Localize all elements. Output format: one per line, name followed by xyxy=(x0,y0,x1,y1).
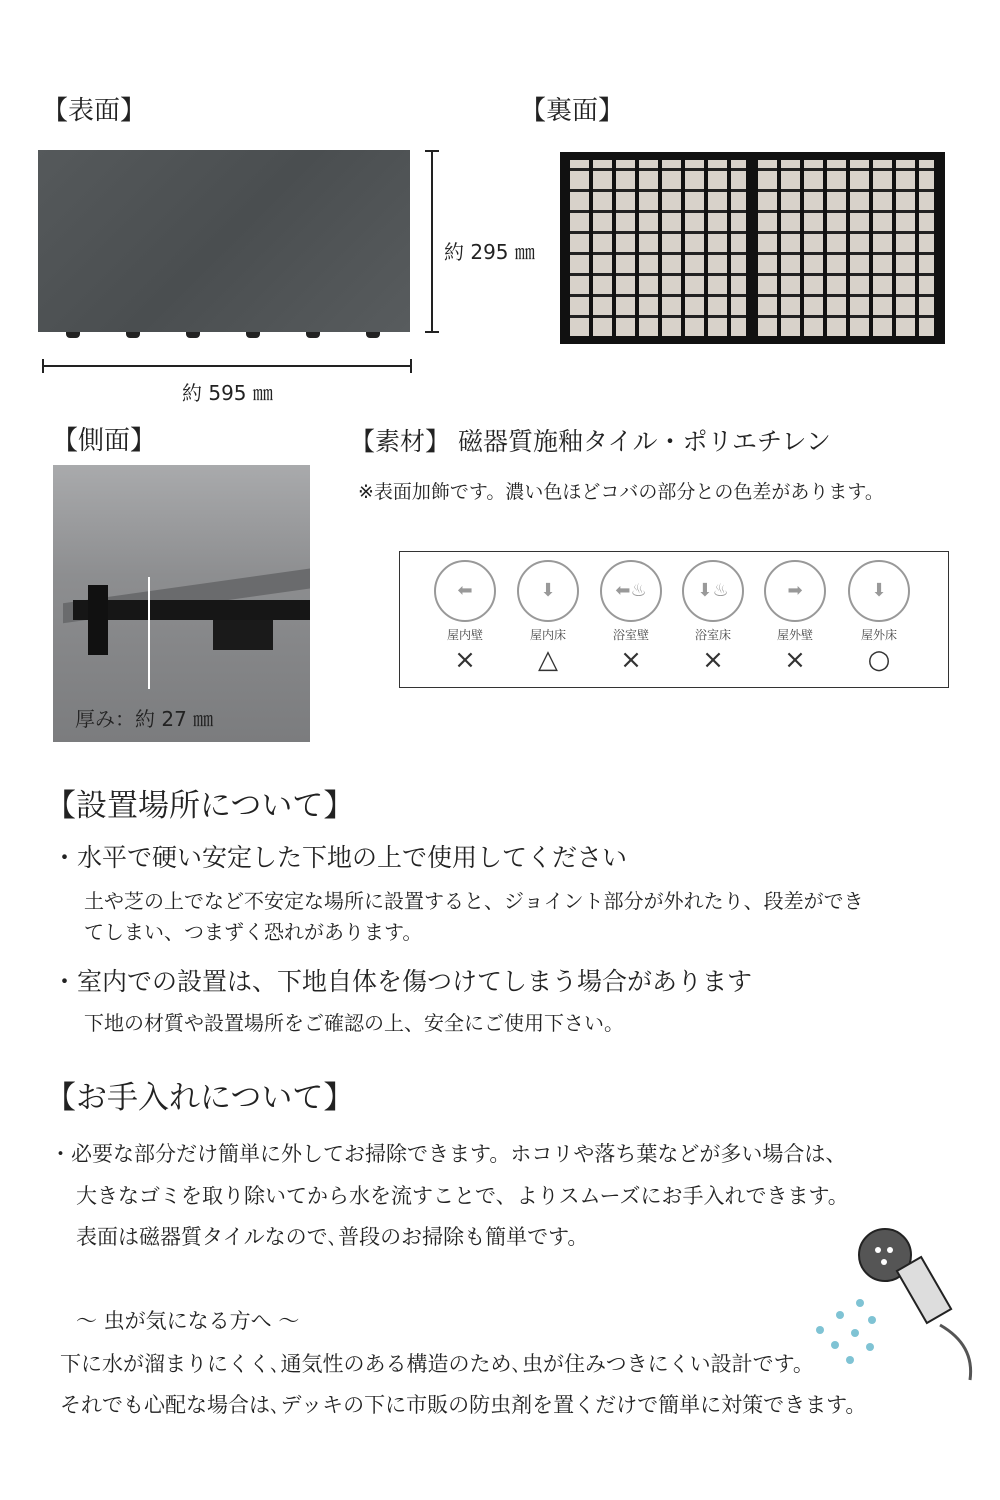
usage-item: ⬅♨ 浴室壁 × xyxy=(596,560,666,675)
height-dimension: 約 295 ㎜ xyxy=(444,240,535,264)
tile-back-image xyxy=(560,152,945,344)
thickness-label: 厚み：約 27 ㎜ xyxy=(75,707,214,731)
install-text: てしまい、つまずく恐れがあります。 xyxy=(84,920,423,944)
width-dimension: 約 595 ㎜ xyxy=(182,381,273,405)
outdoor-wall-icon: ➡ xyxy=(764,560,826,622)
usage-item: ⬇ 屋内床 △ xyxy=(513,560,583,675)
tile-side-image xyxy=(53,465,310,742)
floor-arrow-down-icon: ⬇ xyxy=(517,560,579,622)
install-point-1: ・水平で硬い安定した下地の上で使用してください xyxy=(52,843,628,872)
install-text: 土や芝の上でなど不安定な場所に設置すると、ジョイント部分が外れたり、段差ができ xyxy=(84,889,864,913)
surface-heading: 【表面】 xyxy=(42,96,147,126)
material-heading: 【素材】 磁器質施釉タイル・ポリエチレン xyxy=(350,427,831,456)
bug-heading: ～ 虫が気になる方へ ～ xyxy=(76,1309,300,1333)
usage-item: ⬇♨ 浴室床 × xyxy=(678,560,748,675)
care-heading: 【お手入れについて】 xyxy=(45,1080,355,1116)
bath-floor-icon: ⬇♨ xyxy=(682,560,744,622)
care-text: 下に水が溜まりにくく､通気性のある構造のため､虫が住みつきにくい設計です。 xyxy=(60,1352,814,1376)
install-point-2: ・室内での設置は、下地自体を傷つけてしまう場合があります xyxy=(52,967,753,996)
wall-arrow-left-icon: ⬅ xyxy=(434,560,496,622)
shower-icon xyxy=(800,1215,990,1385)
install-heading: 【設置場所について】 xyxy=(45,788,355,824)
side-heading: 【側面】 xyxy=(52,426,157,456)
care-text: 大きなゴミを取り除いてから水を流すことで、よりスムーズにお手入れできます。 xyxy=(76,1184,849,1208)
care-text: それでも心配な場合は､デッキの下に市販の防虫剤を置くだけで簡単に対策できます。 xyxy=(60,1393,867,1417)
usage-table xyxy=(399,551,949,688)
height-dimension-line xyxy=(431,150,433,332)
outdoor-floor-icon: ⬇ xyxy=(848,560,910,622)
usage-item: ⬅ 屋内壁 × xyxy=(430,560,500,675)
width-dimension-line xyxy=(42,365,412,367)
bath-wall-icon: ⬅♨ xyxy=(600,560,662,622)
back-heading: 【裏面】 xyxy=(520,96,625,126)
usage-item: ➡ 屋外壁 × xyxy=(760,560,830,675)
tile-surface-image xyxy=(38,150,410,332)
care-text: ・必要な部分だけ簡単に外してお掃除できます。ホコリや落ち葉などが多い場合は、 xyxy=(50,1142,847,1166)
usage-item: ⬇ 屋外床 ○ xyxy=(844,560,914,675)
install-text: 下地の材質や設置場所をご確認の上、安全にご使用下さい。 xyxy=(84,1011,624,1035)
material-note: ※表面加飾です。濃い色ほどコバの部分との色差があります。 xyxy=(358,481,884,503)
care-text: 表面は磁器質タイルなので､普段のお掃除も簡単です。 xyxy=(76,1225,589,1249)
